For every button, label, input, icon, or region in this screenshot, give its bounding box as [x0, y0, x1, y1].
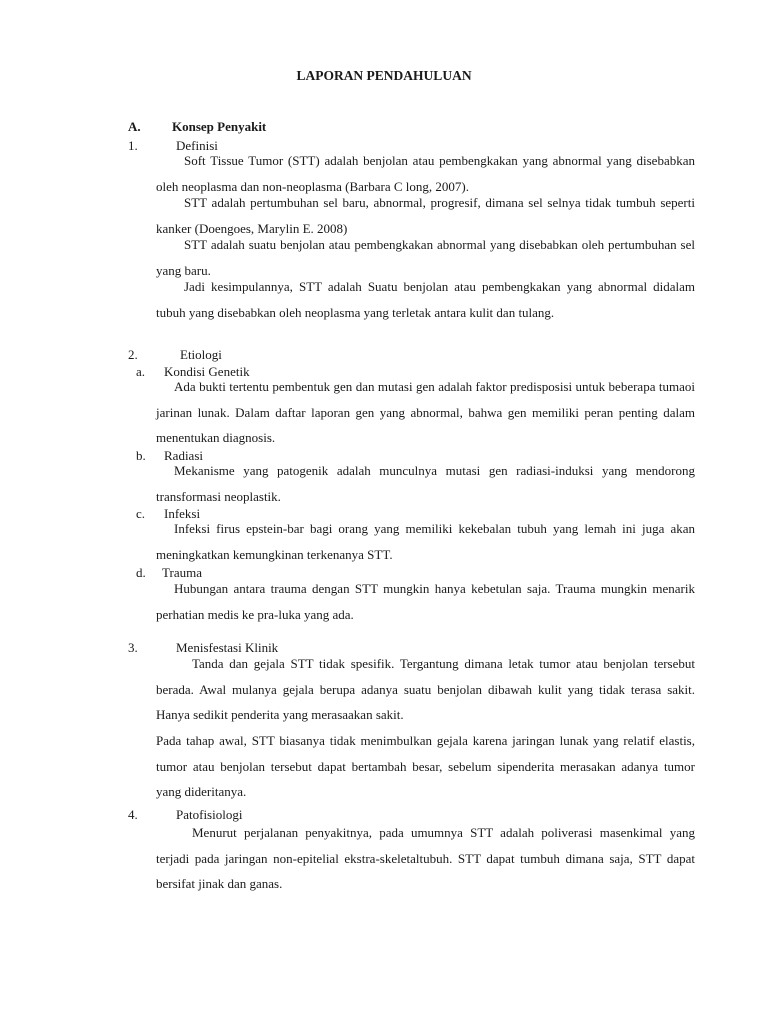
section-a-title: Konsep Penyakit [172, 119, 267, 134]
definisi-paragraph-3: STT adalah suatu benjolan atau pembengkakan abnormal yang disebabkan oleh pertumbuhan sel yang baru. [156, 237, 695, 278]
etiologi-b-text: Mekanisme yang patogenik adalah munculnya mutasi gen radiasi-induksi yang mendorong transformasi neoplastik. [156, 463, 695, 504]
etiologi-c-title: Infeksi [164, 506, 201, 521]
definisi-number: 1. [128, 138, 138, 153]
patofisiologi-number: 4. [128, 807, 138, 822]
etiologi-c-text: Infeksi firus epstein-bar bagi orang yang memiliki kekebalan tubuh yang lemah ini juga akan meningkatkan kemungkinan terkenanya STT. [156, 521, 695, 562]
manifestasi-paragraph-2: Pada tahap awal, STT biasanya tidak menimbulkan gejala karena jaringan lunak yang relatif elastis, tumor atau benjolan tersebut dapat bertambah besar, sebelum sipenderita merasakan adanya tumor yang dideritanya. [156, 733, 695, 799]
etiologi-number: 2. [128, 347, 138, 362]
etiologi-d-title: Trauma [162, 565, 202, 580]
patofisiologi-paragraph-1: Menurut perjalanan penyakitnya, pada umumnya STT adalah poliverasi masenkimal yang terjadi pada jaringan non-epitelial ekstra-skeletaltubuh. STT dapat tumbuh dimana saja, STT dapat bersifat jinak dan ganas. [156, 825, 695, 891]
etiologi-a-text: Ada bukti tertentu pembentuk gen dan mutasi gen adalah faktor predisposisi untuk beberapa tumaoi jarinan lunak. Dalam daftar laporan gen yang abnormal, bahwa gen memiliki peran penting dalam menentukan diagnosis. [156, 379, 695, 445]
etiologi-a-letter: a. [136, 364, 146, 379]
etiologi-d-text: Hubungan antara trauma dengan STT mungkin hanya kebetulan saja. Trauma mungkin menarik perhatian medis ke pra-luka yang ada. [156, 581, 695, 622]
etiologi-a-title: Kondisi Genetik [164, 364, 250, 379]
manifestasi-title: Menisfestasi Klinik [176, 640, 279, 655]
manifestasi-paragraph-1: Tanda dan gejala STT tidak spesifik. Tergantung dimana letak tumor atau benjolan tersebut berada. Awal mulanya gejala berupa adanya suatu benjolan dibawah kulit yang tidak terasa sakit. Hanya sedikit penderita yang merasaakan sakit. [156, 656, 695, 722]
etiologi-d-letter: d. [136, 565, 146, 580]
etiologi-c-letter: c. [136, 506, 146, 521]
section-a-number: A. [128, 119, 141, 134]
document-title: LAPORAN PENDAHULUAN [296, 68, 472, 83]
manifestasi-number: 3. [128, 640, 138, 655]
patofisiologi-title: Patofisiologi [176, 807, 243, 822]
definisi-paragraph-4: Jadi kesimpulannya, STT adalah Suatu benjolan atau pembengkakan yang abnormal didalam tubuh yang disebabkan oleh neoplasma yang terletak antara kulit dan tulang. [156, 279, 695, 320]
etiologi-b-title: Radiasi [164, 448, 203, 463]
definisi-paragraph-2: STT adalah pertumbuhan sel baru, abnormal, progresif, dimana sel selnya tidak tumbuh seperti kanker (Doengoes, Marylin E. 2008) [156, 195, 695, 236]
etiologi-b-letter: b. [136, 448, 146, 463]
definisi-paragraph-1: Soft Tissue Tumor (STT) adalah benjolan atau pembengkakan yang abnormal yang disebabkan oleh neoplasma dan non-neoplasma (Barbara C long, 2007). [156, 153, 695, 194]
etiologi-title: Etiologi [180, 347, 222, 362]
definisi-title: Definisi [176, 138, 218, 153]
